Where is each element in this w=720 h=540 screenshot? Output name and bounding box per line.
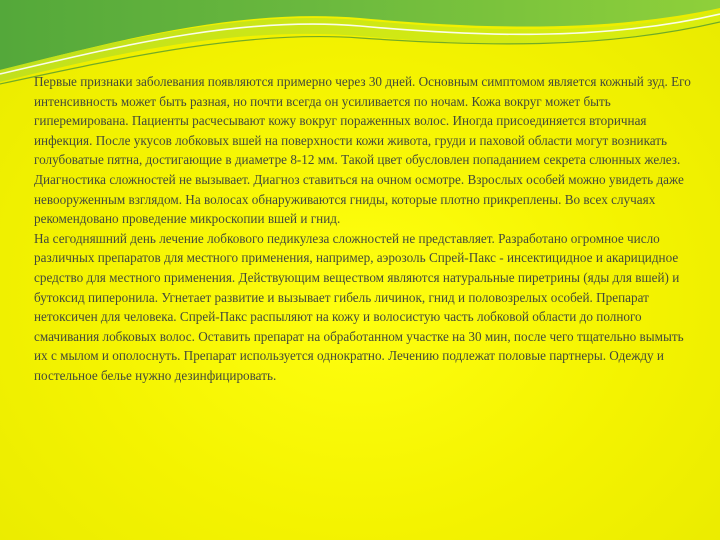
paragraph-symptoms: Первые признаки заболевания появляются примерно через 30 дней. Основным симптомом является кожный зуд. Его интенсивность может быть разная, но почти всегда он усиливается по ночам. Кожа вокруг может быть гиперемирована. Пациенты расчесывают кожу вокруг пораженных волос. Иногда присоединяется вторичная инфекция. После укусов лобковых вшей на поверхности кожи живота, груди и паховой области могут возникать голубоватые пятна, достигающие в диаметре 8-12 мм. Такой цвет обусловлен попаданием секрета слюнных желез. Диагностика сложностей не вызывает. Диагноз ставиться на очном осмотре. Взрослых особей можно увидеть даже невооруженным взглядом. На волосах обнаруживаются гниды, которые плотно прикреплены. Во всех случаях рекомендовано проведение микроскопии вшей и гнид. <box>34 74 691 227</box>
body-text <box>34 72 694 386</box>
paragraph-treatment: На сегодняшний день лечение лобкового педикулеза сложностей не представляет. Разработано огромное число различных препаратов для местного применения, например, аэрозоль Спрей-Пакс - инсектицидное и акарицидное средство для местного применения. Действующим веществом являются натуральные пиретрины (яды для вшей) и бутоксид пиперонила. Угнетает развитие и вызывает гибель личинок, гнид и половозрелых особей. Препарат нетоксичен для человека. Спрей-Пакс распыляют на кожу и волосистую часть лобковой области до полного смачивания лобковых волос. Оставить препарат на обработанном участке на 30 мин, после чего тщательно вымыть их с мылом и ополоснуть. Препарат используется однократно. Лечению подлежат половые партнеры. Одежду и постельное белье нужно дезинфицировать. <box>34 230 684 383</box>
